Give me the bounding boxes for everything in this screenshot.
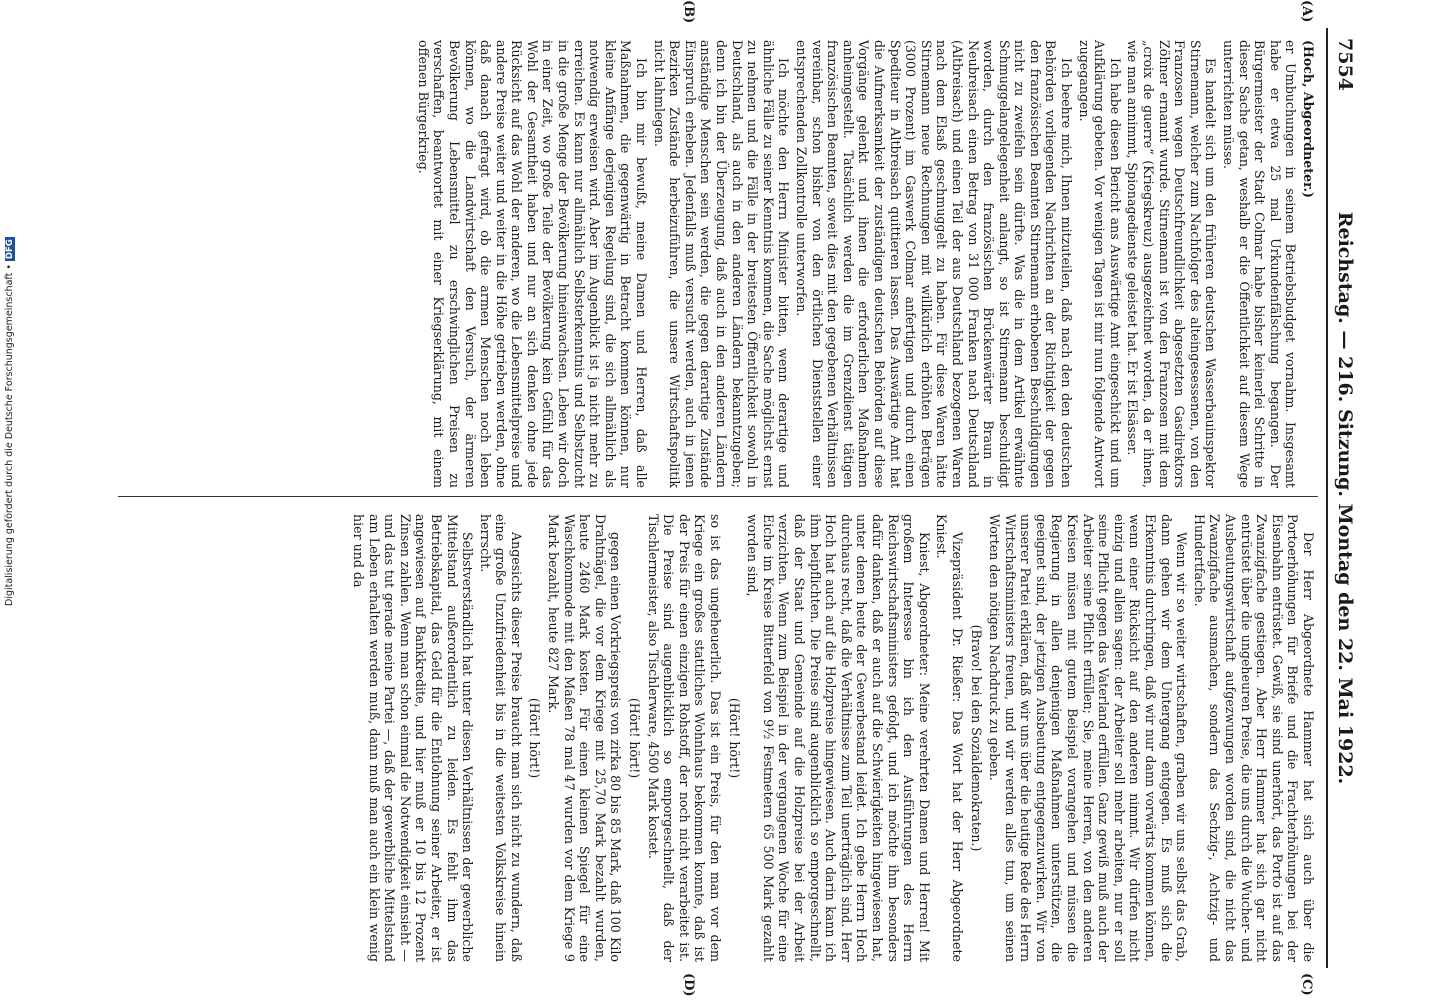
paragraph: Wenn wir so weiter wirtschaften, graben wir uns selbst das Grab, dann gehen wir dem Untergang entgegen. Es muß sich die Erkenntnis durchringen, daß wir nur dann vorwärts kommen können, wenn einer Rücksicht auf den anderen nimmt. Wir dürfen nicht einzig und allein sagen: der Arbeiter soll mehr arbeiten, nur er soll seine Pflicht gegen das Vaterland erfüllen. Ganz gewiß muß auch der Arbeiter seine Pflicht erfüllen; Sie, meine Herren, von den anderen Kreisen müssen mit gutem Beispiel vorangehen und müssen die Regierung in allen denjenigen Maßnahmen unterstützen, die geeignet sind, der jetzigen Ausbeutung entgegenzuwirken. Wir von unserer Partei erklären, daß wir uns über die heutige Rede des Herrn Wirtschaftsministers freuen, und wir werden alles tun, um seinen Worten den nötigen Nachdruck zu geben. — [987, 514, 1190, 962]
paragraph: Kniest, Abgeordneter: Meine verehrten Damen und Herren! Mit großem Interesse bin ich den Ausführungen des Herrn Reichswirtschaftsministers gefolgt, und ich möchte ihm besonders dafür danken, daß er auch auf die Schwierigkeiten hingewiesen hat, unter denen heute der Gewerbestand leidet. Ich gebe Herrn Hoch durchaus recht, daß die Verhältnisse zum Teil unerträglich sind. Herr Hoch hat auch auf die Holzpreise hingewiesen. Auch darin kann ich ihm beipflichten. Die Preise sind augenblicklich so emporgeschnellt, daß der Staat und Gemeinde auf die Holzpreise bei der Arbeit verzichten. Wenn zum Beispiel in der vergangenen Woche für eine Eiche im Kreise Bitterfeld von 9½ Festmetern 65 500 Mark gezahlt worden sind, — [745, 514, 932, 962]
paragraph: Der Herr Abgeordnete Hammer hat sich auch über die Portoerhöhungen für Briefe und die Frachterhöhungen bei der Eisenbahn entrüstet. Gewiß, sie sind unerhört, das Porto ist auf das Zwanzigfache gestiegen. Aber Herr Hammer hat sich gar nicht entrüstet über die ungeheuren Preise, die uns durch die Wucher- und Ausbeutungswirtschaft aufgezwungen worden sind, die nicht das Zwanzigfache ausmachen, sondern das Sechzig-, Achtzig- und Hundertfache. — [1191, 514, 1316, 962]
paragraph: Ich möchte den Herrn Minister bitten, wenn derartige und ähnliche Fälle zu seiner Kenntnis kommen, die Sache möglichst ernst zu nehmen und die Fälle in der breitesten Öffentlichkeit sowohl in Deutschland, als auch in den anderen Ländern bekanntzugeben; denn ich bin der Überzeugung, daß auch in den anderen Ländern anständige Menschen sein werden, die gegen derartige Zustände Einspruch erheben. Jedenfalls muß versucht werden, auch in jenen Bezirken Zustände herbeizuführen, die unsere Wirtschaftspolitik nicht lahmlegen. — [651, 40, 792, 488]
digitization-credit — [4, 226, 20, 606]
interjection: (Hört! hört!) — [527, 697, 543, 779]
margin-letter-c: (C) — [1299, 973, 1314, 996]
page-title: Reichstag. — 216. Sitzung. Montag den 22. Mai 1922. — [1334, 211, 1356, 785]
paragraph: Selbstverständlich hat unter diesen Verhältnissen der gewerbliche Mittelstand außerordentlich zu leiden. Es fehlt ihm das Betriebskapital, das Geld für die Entlohnung seiner Arbeiter, er ist angewiesen auf Bankkredite, und hier muß er 10 bis 12 Prozent Zinsen zahlen. Wenn man schon einmal die Notwendigkeit einsieht — und das tut gerade meine Partei —, daß der gewerbliche Mittelstand am Leben erhalten werden muß, dann muß man auch ein klein wenig hier und da — [350, 514, 476, 962]
column-divider — [118, 496, 1318, 497]
paragraph: gegen einen Vorkriegspreis von zirka 80 bis 85 Mark, daß 100 Kilo Drahtnägel, die vor dem Kriege mit 25,70 Mark bezahlt wurden, heute 2460 Mark kosten. Für einen kleinen Spiegel für eine Waschkommode mit den Maßen 78 mal 47 wurden vor dem Kriege 9 Mark bezahlt, heute 827 Mark. — [546, 514, 624, 962]
dfg-logo: DFG — [5, 239, 15, 260]
paragraph: Es handelt sich um den früheren deutschen Wasserbauinspektor Stirnemann, welcher zum Nachfolger des alteingesessenen, von den Franzosen wegen Deutschfreundlichkeit abgesetzten Gasdirektors Zöhner ernannt wurde. Stirnemann ist von den Franzosen mit dem „croix de guerre“ (Kriegskreuz) ausgezeichnet worden, da er ihnen, wie man annimmt, Spionagedienste geleistet hat. Er ist Elsässer. — [1125, 40, 1219, 488]
speaker-reference: (Hoch, Abgeordneter.) — [1301, 40, 1316, 198]
paragraph: Vizepräsident Dr. Rießer: Das Wort hat der Herr Abgeordnete Kniest. — [934, 514, 965, 962]
paragraph: er Umbuchungen in seinem Betriebsbudget vornahm. Insgesamt habe er etwa 25 mal Urkundenfälschung begangen. Der Bürgermeister der Stadt Colmar habe bisher keinerlei Schritte in dieser Sache getan, weshalb er die Öffentlichkeit auf diesem Wege unterrichten müsse. — [1221, 40, 1299, 488]
header-rule — [1326, 28, 1328, 968]
page-header — [1328, 28, 1358, 968]
credit-text: Digitalisierung gefördert durch die Deutsche Forschungsgemeinschaft • — [4, 264, 15, 606]
interjection: (Bravo! bei den Sozialdemokraten.) — [968, 624, 984, 852]
paragraph: Ich bin mir bewußt, meine Damen und Herren, daß alle Maßnahmen, die gegenwärtig in Betracht kommen können, nur kleine Anfänge derjenigen Regelung sind, die sich allmählich als notwendig erweisen wird. Aber im Augenblick ist ja nicht mehr zu erreichen. Es kann nur allmählich Selbsterkenntnis und Selbstzucht in die große Menge der Bevölkerung hineinwachsen. Leben wir doch in einer Zeit, wo große Teile der Bevölkerung kein Gefühl für das Wohl der Gesamtheit haben und nur an sich denken ohne jede Rücksicht auf das Wohl der anderen, wo die Lebensmittelpreise und andere Preise weiter und weiter in die Höhe getrieben werden, ohne daß danach gefragt wird, ob die armen Menschen noch leben können, wo die Landwirtschaft den Versuch, der ärmeren Bevölkerung Lebensmittel zu erschwinglichen Preisen zu verschaffen, beantwortet mit einer Kriegserklärung, mit einem offenen Bürgerkrieg. — [415, 40, 650, 488]
interjection: (Hört! hört!) — [726, 697, 742, 779]
paragraph: so ist das ungeheuerlich. Das ist ein Preis, für den man vor dem Kriege ein großes stattliches Wohnhaus bekommen konnte, daß ist der Preis für einen einzigen Rohstoff, der noch nicht verarbeitet ist. Die Preise sind augenblicklich so emporgeschnellt, daß der Tischlermeister, also Tischlerware, 4500 Mark kostet. — [645, 514, 724, 962]
paragraph: Ich habe diesen Bericht ans Auswärtige Amt eingeschickt und um Aufklärung gebeten. Vor wenigen Tagen ist mir nun folgende Antwort zugegangen. — [1076, 40, 1123, 488]
left-column — [413, 40, 1316, 488]
page-number: 7554 — [1334, 38, 1356, 91]
paragraph: Ich beehre mich, Ihnen mitzuteilen, daß nach den den deutschen Behörden vorliegenden Nachrichten an der Richtigkeit der gegen den französischen Beamten Stirnemann erhobenen Beschuldigungen nicht zu zweifeln sein dürfte. Was die in dem Artikel erwähnte Schmuggelangelegenheit anlangt, so ist Stirnemann beschuldigt worden, durch den französischen Brückenwärter Braun in Neubreisach einen Betrag von 31 000 Franken nach Deutschland (Altbreisach) und einen Teil der aus Deutschland bezogenen Waren nach dem Elsaß geschmuggelt zu haben. Für diese Waren hätte Stirnemann neue Rechnungen mit willkürlich erhöhten Beträgen (3000 Prozent) im Gaswerk Colmar anfertigen und durch einen Spediteur in Altbreisach quittieren lassen. Das Auswärtige Amt hat die Aufmerksamkeit der zuständigen deutschen Behörden auf diese Vorgänge gelenkt und ihnen die erforderlichen Maßnahmen anheimgestellt. Tatsächlich werden die im Grenzdienst tätigen französischen Beamten, soweit dies mit den gegebenen Verhältnissen vereinbar, schon bisher von den örtlichen Dienststellen einer entsprechenden Zollkontrolle unterworfen. — [794, 40, 1075, 488]
interjection: (Hört! hört!) — [627, 697, 643, 779]
paragraph: Angesichts dieser Preise braucht man sich nicht zu wundern, daß eine große Unzufriedenheit bis in die weitesten Volkskreise hinein herrscht. — [477, 514, 524, 962]
margin-letter-b: (B) — [681, 0, 696, 24]
margin-letter-d: (D) — [681, 973, 696, 997]
margin-letter-a: (A) — [1299, 0, 1314, 23]
right-column — [348, 514, 1316, 962]
rotated-document-page — [83, 0, 1358, 997]
